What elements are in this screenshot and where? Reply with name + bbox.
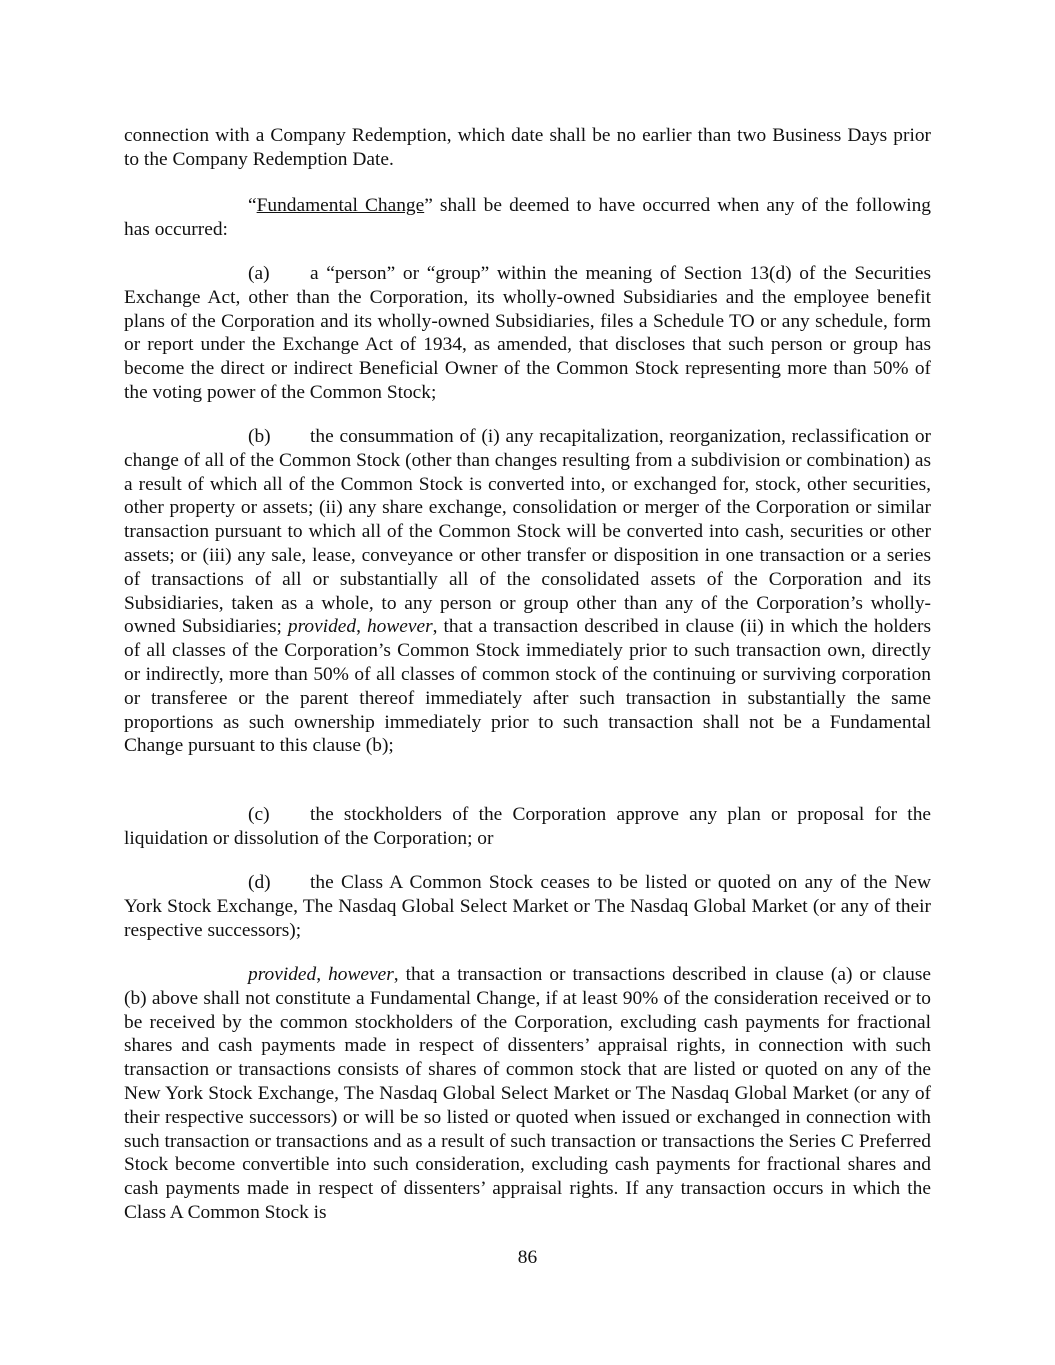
clause-a: [124, 262, 931, 405]
clause-b: (b) the consummation of (i) any recapitalization, reorganization, reclassification or change of all of the Common Stock (other than changes resulting from a subdivision or combination) as a result of which all of the Common Stock is converted into, or exchanged for, stock, other securities, other property or assets; (ii) any share exchange, consolidation or merger of the Corporation or similar transaction pursuant to which all of the Common Stock will be converted into cash, securities or other assets; or (iii) any sale, lease, conveyance or other transfer or disposition in one transaction or a series of transactions of all or substantially all of the consolidated assets of the Corporation and its Subsidiaries, taken as a whole, to any person or group other than any of the Corporation’s wholly-owned Subsidiaries; provided, however, that a transaction described in clause (ii) in which the holders of all classes of the Corporation’s Common Stock immediately prior to such transaction own, directly or indirectly, more than 50% of all classes of common stock of the continuing or surviving corporation or transferee or the parent thereof immediately after such transaction in substantially the same proportions as such ownership immediately prior to such transaction shall not be a Fundamental Change pursuant to this clause (b);: [124, 426, 931, 757]
defined-term: Fundamental Change: [256, 195, 425, 216]
clause-c-text: the stockholders of the Corporation approve any plan or proposal for the liquidation or dissolution of the Corporation; or: [124, 804, 931, 849]
page-number: 86: [517, 1247, 538, 1268]
clause-c-label: (c): [248, 804, 270, 825]
clause-b-label: (b): [248, 426, 271, 447]
clause-d-label: (d): [248, 872, 271, 893]
clause-d-text: the Class A Common Stock ceases to be listed or quoted on any of the New York Stock Exchange, The Nasdaq Global Select Market or The Nasdaq Global Market (or any of their respective successors);: [124, 872, 931, 941]
clause-a-label: (a): [248, 263, 270, 284]
intro-paragraph: connection with a Company Redemption, which date shall be no earlier than two Business Days prior to the Company Redemption Date.: [124, 125, 931, 170]
proviso-paragraph: provided, however, that a transaction or transactions described in clause (a) or clause (b) above shall not constitute a Fundamental Change, if at least 90% of the consideration received or to be received by the common stockholders of the Corporation, excluding cash payments for fractional shares and cash payments made in respect of dissenters’ appraisal rights, in connection with such transaction or transactions consists of shares of common stock that are listed or quoted on any of the New York Stock Exchange, The Nasdaq Global Select Market or The Nasdaq Global Market (or any of their respective successors) or will be so listed or quoted when issued or exchanged in connection with such transaction or transactions and as a result of such transaction or transactions the Series C Preferred Stock become convertible into such consideration, excluding cash payments for fractional shares and cash payments made in respect of dissenters’ appraisal rights. If any transaction occurs in which the Class A Common Stock is: [124, 964, 931, 1223]
fundamental-change-definition: “Fundamental Change” shall be deemed to have occurred when any of the following has occurred:: [124, 195, 931, 240]
clause-d: [124, 871, 931, 942]
clause-c: [124, 803, 931, 851]
clause-a-text: a “person” or “group” within the meaning of Section 13(d) of the Securities Exchange Act, other than the Corporation, its wholly-owned Subsidiaries and the employee benefit plans of the Corporation and its wholly-owned Subsidiaries, files a Schedule TO or any schedule, form or report under the Exchange Act of 1934, as amended, that discloses that such person or group has become the direct or indirect Beneficial Owner of the Common Stock representing more than 50% of the voting power of the Common Stock;: [124, 263, 931, 403]
